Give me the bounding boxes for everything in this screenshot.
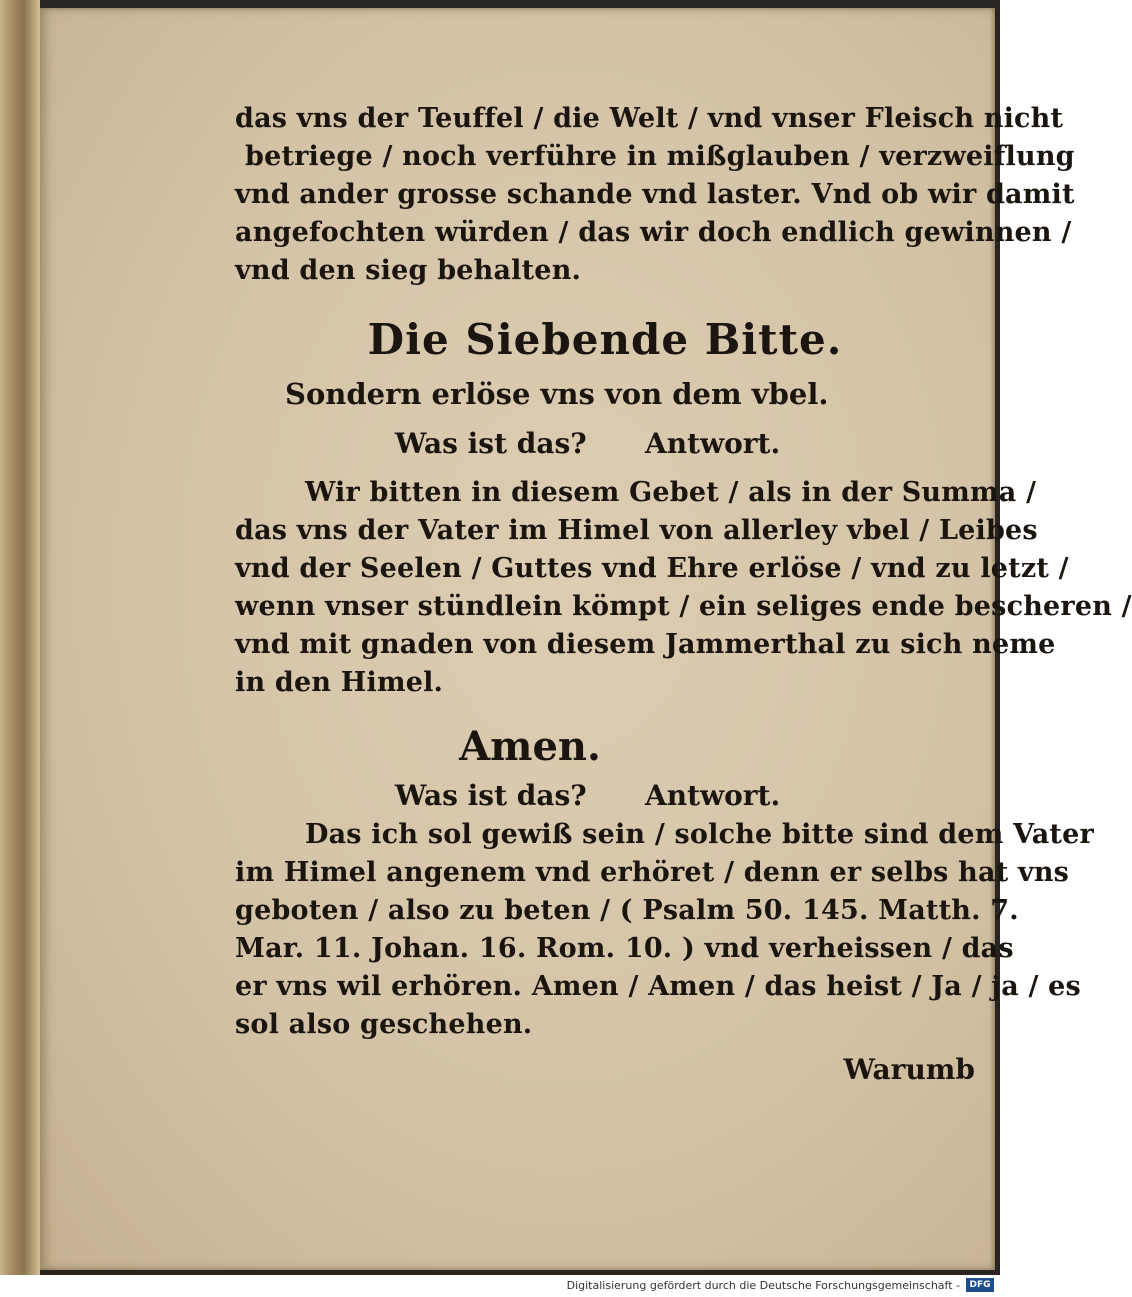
answer-label: Antwort. <box>645 427 781 460</box>
petition-line: Sondern erlöse vns von dem vbel. <box>285 377 829 411</box>
text-line: angefochten würden / das wir doch endlich gewinnen / <box>235 217 1072 248</box>
text-line: er vns wil erhören. Amen / Amen / das heist / Ja / ja / es <box>235 971 1081 1002</box>
footer-bar <box>0 1275 1000 1297</box>
section-heading: Die Siebende Bitte. <box>367 315 843 364</box>
paragraph <box>235 474 1132 702</box>
question-answer-row <box>235 776 975 816</box>
text-line: in den Himel. <box>235 667 444 698</box>
paragraph <box>235 816 1094 1044</box>
text-line: Wir bitten in diesem Gebet / als in der Summa / <box>305 477 1037 508</box>
text-line: im Himel angenem vnd erhöret / denn er selbs hat vns <box>235 857 1070 888</box>
text-line: wenn vnser stündlein kömpt / ein seliges ende bescheren / <box>235 591 1132 622</box>
text-line: vnd mit gnaden von diesem Jammerthal zu sich neme <box>235 629 1056 660</box>
text-line: vnd den sieg behalten. <box>235 255 582 286</box>
text-line: das vns der Vater im Himel von allerley vbel / Leibes <box>235 515 1038 546</box>
dfg-logo-icon: DFG <box>966 1278 994 1292</box>
book-edge <box>0 0 40 1275</box>
funding-credit: Digitalisierung gefördert durch die Deutsche Forschungsgemeinschaft - <box>566 1279 960 1292</box>
text-line: betriege / noch verführe in mißglauben / verzweiflung <box>245 141 1075 172</box>
text-block <box>235 100 1132 1090</box>
catchword: Warumb <box>843 1053 975 1086</box>
amen-heading: Amen. <box>459 723 601 770</box>
text-line: Das ich sol gewiß sein / solche bitte sind dem Vater <box>305 819 1094 850</box>
text-line: sol also geschehen. <box>235 1009 533 1040</box>
text-line: vnd ander grosse schande vnd laster. Vnd ob wir damit <box>235 179 1075 210</box>
question-label: Was ist das? <box>395 779 587 812</box>
text-line: das vns der Teuffel / die Welt / vnd vnser Fleisch nicht <box>235 103 1064 134</box>
question-answer-row <box>235 424 975 464</box>
book-page <box>40 8 1132 1270</box>
text-line: geboten / also zu beten / ( Psalm 50. 145. Matth. 7. <box>235 895 1019 926</box>
answer-label: Antwort. <box>645 779 781 812</box>
question-label: Was ist das? <box>395 427 587 460</box>
text-line: vnd der Seelen / Guttes vnd Ehre erlöse / vnd zu letzt / <box>235 553 1069 584</box>
text-line: Mar. 11. Johan. 16. Rom. 10. ) vnd verheissen / das <box>235 933 1014 964</box>
